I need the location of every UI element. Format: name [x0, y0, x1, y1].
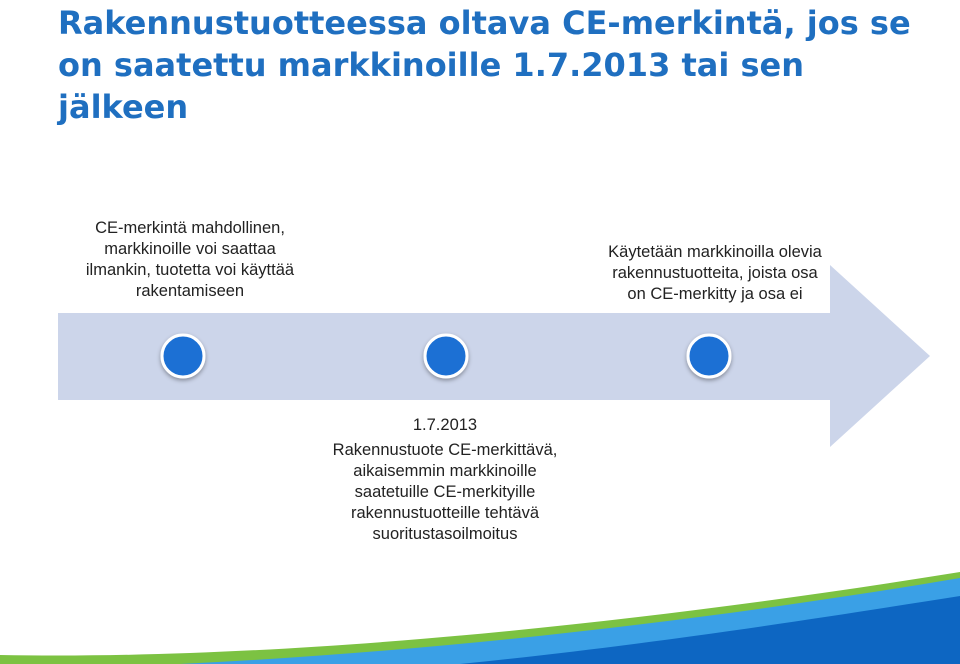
caption-line: saatetuille CE-merkityille: [354, 483, 536, 501]
caption-line: Käytetään markkinoilla olevia: [608, 243, 822, 261]
caption-line: rakennustuotteita, joista osa: [612, 264, 818, 282]
caption-line: on CE-merkitty ja osa ei: [627, 285, 803, 303]
caption-line: ilmankin, tuotetta voi käyttää: [85, 261, 295, 279]
milestone-dot-before: [162, 335, 204, 377]
caption-key-date: [295, 415, 595, 545]
caption-line: rakennustuotteille tehtävä: [350, 504, 540, 522]
caption-after-date: [570, 242, 860, 305]
caption-line: aikaisemmin markkinoille: [353, 462, 537, 480]
title-line-2: on saatettu markkinoille 1.7.2013 tai sen jälkeen: [58, 46, 804, 126]
caption-before-date: [40, 218, 340, 302]
milestone-dot-after: [688, 335, 730, 377]
caption-line: markkinoille voi saattaa: [104, 240, 276, 258]
milestone-dot-date: [425, 335, 467, 377]
caption-line: suoritustasoilmoitus: [372, 525, 518, 543]
caption-line: rakentamiseen: [135, 282, 245, 300]
title-line-1: Rakennustuotteessa oltava CE-merkintä, jos se: [58, 4, 911, 42]
caption-line: CE-merkintä mahdollinen,: [95, 219, 285, 237]
caption-line: Rakennustuote CE-merkittävä,: [332, 441, 558, 459]
key-date: 1.7.2013: [412, 416, 478, 434]
